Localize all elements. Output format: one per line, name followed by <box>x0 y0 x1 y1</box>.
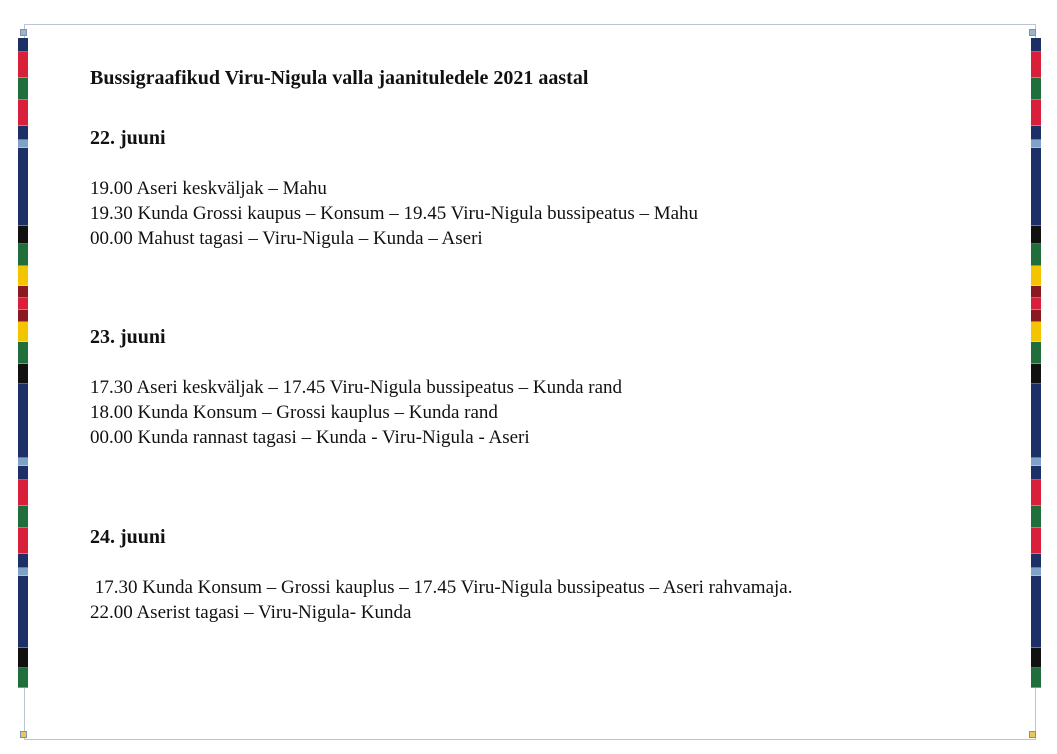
border-band <box>18 322 28 342</box>
schedule-line: 17.30 Kunda Konsum – Grossi kauplus – 17.45 Viru-Nigula bussipeatus – Aseri rahvamaja. <box>90 577 793 598</box>
border-band <box>1031 286 1041 298</box>
border-band <box>1031 528 1041 554</box>
schedule-line: 17.30 Aseri keskväljak – 17.45 Viru-Nigula bussipeatus – Kunda rand <box>90 377 623 398</box>
border-band <box>18 576 28 648</box>
document-body <box>90 64 990 623</box>
border-band <box>1031 148 1041 226</box>
day-heading: 22. juuni <box>90 127 166 149</box>
right-ethnic-border-stripe <box>1031 38 1041 728</box>
border-band <box>18 286 28 298</box>
border-band <box>1031 266 1041 286</box>
border-band <box>18 126 28 140</box>
border-band <box>18 384 28 458</box>
day-section-23 <box>90 323 990 450</box>
schedule-line: 00.00 Kunda rannast tagasi – Kunda - Viru-Nigula - Aseri <box>90 427 530 448</box>
border-band <box>1031 480 1041 506</box>
schedule-lines <box>90 575 990 625</box>
schedule-line: 19.30 Kunda Grossi kaupus – Konsum – 19.45 Viru-Nigula bussipeatus – Mahu <box>90 203 699 224</box>
border-band <box>1031 554 1041 568</box>
border-band <box>1031 226 1041 244</box>
border-band <box>1031 576 1041 648</box>
border-band <box>1031 78 1041 100</box>
border-band <box>18 38 28 52</box>
border-band <box>1031 506 1041 528</box>
border-band <box>18 310 28 322</box>
schedule-line: 22.00 Aserist tagasi – Viru-Nigula- Kunda <box>90 602 412 623</box>
border-band <box>18 480 28 506</box>
border-band <box>18 342 28 364</box>
schedule-line: 19.00 Aseri keskväljak – Mahu <box>90 178 327 199</box>
document-title: Bussigraafikud Viru-Nigula valla jaanituledele 2021 aastal <box>90 67 589 89</box>
corner-handle-bottom-right <box>1029 731 1036 738</box>
schedule-lines <box>90 176 990 251</box>
border-band <box>1031 568 1041 576</box>
border-band <box>1031 466 1041 480</box>
border-band <box>18 244 28 266</box>
border-band <box>1031 364 1041 384</box>
border-band <box>1031 648 1041 668</box>
border-band <box>1031 342 1041 364</box>
border-band <box>18 52 28 78</box>
day-section-22 <box>90 124 990 251</box>
border-band <box>18 78 28 100</box>
border-band <box>18 458 28 466</box>
border-band <box>18 148 28 226</box>
border-band <box>1031 298 1041 310</box>
border-band <box>1031 384 1041 458</box>
schedule-line: 00.00 Mahust tagasi – Viru-Nigula – Kunda – Aseri <box>90 228 483 249</box>
day-heading: 23. juuni <box>90 326 166 348</box>
border-band <box>18 528 28 554</box>
schedule-line: 18.00 Kunda Konsum – Grossi kauplus – Kunda rand <box>90 402 498 423</box>
border-band <box>18 466 28 480</box>
schedule-lines <box>90 375 990 450</box>
border-band <box>18 140 28 148</box>
border-band <box>1031 52 1041 78</box>
border-band <box>18 226 28 244</box>
border-band <box>1031 310 1041 322</box>
left-ethnic-border-stripe <box>18 38 28 728</box>
border-band <box>18 364 28 384</box>
border-band <box>1031 458 1041 466</box>
border-band <box>18 298 28 310</box>
border-band <box>1031 38 1041 52</box>
border-band <box>18 668 28 688</box>
corner-handle-top-left <box>20 29 27 36</box>
border-band <box>18 648 28 668</box>
border-band <box>1031 126 1041 140</box>
border-band <box>18 554 28 568</box>
border-band <box>18 100 28 126</box>
border-band <box>1031 140 1041 148</box>
border-band <box>18 568 28 576</box>
border-band <box>1031 244 1041 266</box>
border-band <box>1031 322 1041 342</box>
corner-handle-bottom-left <box>20 731 27 738</box>
day-section-24 <box>90 523 990 625</box>
border-band <box>1031 100 1041 126</box>
border-band <box>18 266 28 286</box>
border-band <box>1031 668 1041 688</box>
border-band <box>18 506 28 528</box>
corner-handle-top-right <box>1029 29 1036 36</box>
day-heading: 24. juuni <box>90 526 166 548</box>
